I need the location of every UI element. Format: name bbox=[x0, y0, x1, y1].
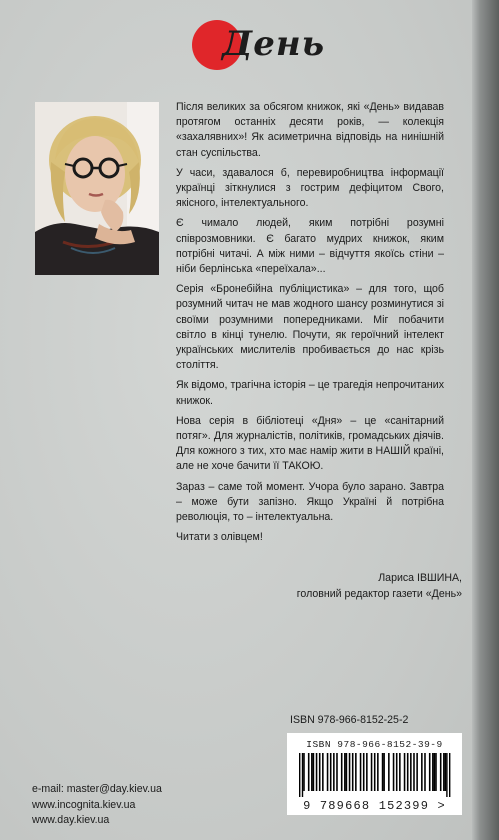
barcode-isbn-label: ISBN 978-966-8152-39-9 bbox=[306, 739, 443, 750]
author-photo bbox=[35, 102, 159, 275]
paragraph: У часи, здавалося б, перевиробництва інформації українці зіткнулися з гострим дефіцитом Свого, якісного, інтелектуального. bbox=[176, 166, 444, 210]
signature-block bbox=[250, 570, 462, 602]
signature-name: Лариса ІВШИНА, bbox=[378, 572, 462, 584]
den-logo bbox=[192, 18, 326, 72]
signature-role: головний редактор газети «День» bbox=[296, 588, 462, 600]
paragraph: Як відомо, трагічна історія – це трагедія непрочитаних книжок. bbox=[176, 379, 444, 407]
book-spine-edge bbox=[472, 0, 499, 840]
barcode-bars-icon bbox=[297, 753, 452, 799]
email-link[interactable]: e-mail: master@day.kiev.ua bbox=[32, 783, 162, 795]
paragraph: Нова серія в бібліотеці «Дня» – це «санітарний потяг». Для журналістів, політиків, громадських діячів. Для кожного з тих, хто має намір жити в НАШІЙ країні, але не хоче бачити її ТАКОЮ. bbox=[176, 414, 444, 473]
website-link[interactable]: www.day.kiev.ua bbox=[32, 814, 110, 826]
paragraph: Після великих за обсягом книжок, які «День» видавав протягом останніх десяти років, — колекція «захалявних»! Як асиметрична відповідь на нинішній стан суспільства. bbox=[176, 101, 444, 159]
publisher-statement bbox=[176, 100, 444, 550]
logo-wordmark: День bbox=[222, 24, 326, 64]
paragraph: Зараз – саме той момент. Учора було зарано. Завтра – може бути запізно. Якщо Україні й потрібна революція, то – інтелектуальна. bbox=[176, 480, 444, 524]
paragraph: Є чимало людей, яким потрібні розумні співрозмовники. Є багато мудрих книжок, яким потрібні читачі. А між ними – відчуття якоїсь стіни – ніби берлінська «переїхала»... bbox=[176, 217, 444, 276]
isbn-line: ISBN 978-966-8152-25-2 bbox=[290, 714, 409, 726]
author-portrait-image bbox=[35, 102, 159, 275]
barcode-digits: 9 789668 152399 > bbox=[303, 799, 446, 813]
paragraph: Читати з олівцем! bbox=[176, 531, 263, 544]
isbn-barcode bbox=[287, 733, 462, 815]
paragraph: Серія «Бронебійна публіцистика» – для того, щоб розумний читач не мав жодного шансу розминутися зі своїми розумними попередниками. Міг побачити світло в кінці тунелю. Почути, як героїчний інтелект українських мислителів пробивається до нас крізь століття. bbox=[176, 283, 444, 372]
contacts bbox=[32, 782, 162, 829]
website-link[interactable]: www.incognita.kiev.ua bbox=[32, 798, 136, 811]
